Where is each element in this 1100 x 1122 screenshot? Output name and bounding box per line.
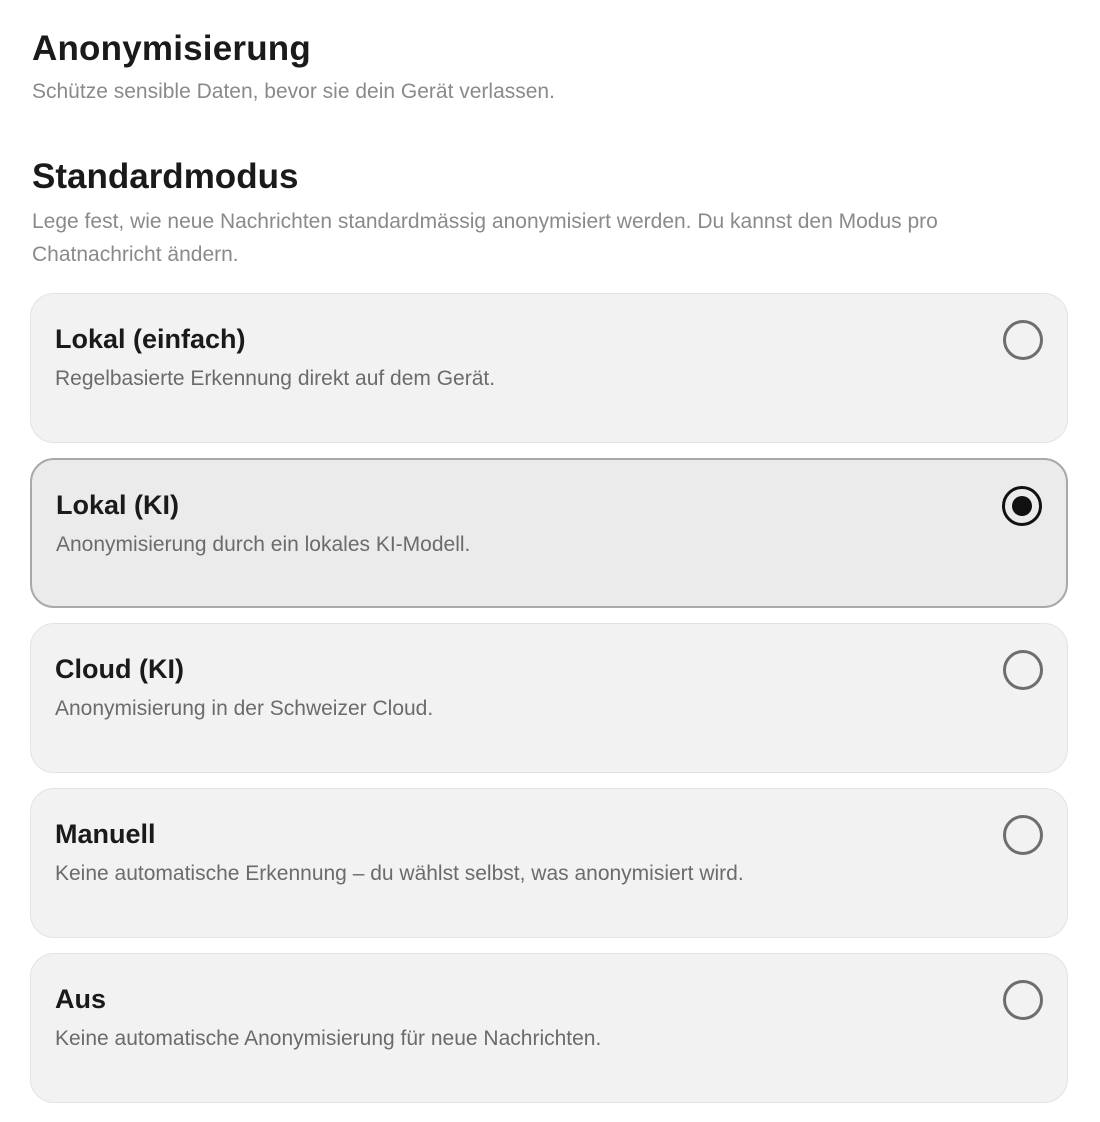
radio-button[interactable] [1003,815,1043,855]
radio-button[interactable] [1003,980,1043,1020]
radio-button[interactable] [1003,650,1043,690]
mode-option-local-ai[interactable] [30,458,1068,608]
option-description: Keine automatische Anonymisierung für neue Nachrichten. [55,1027,602,1050]
page-title: Anonymisierung [32,29,311,68]
radio-button[interactable] [1002,486,1042,526]
option-description: Anonymisierung durch ein lokales KI-Modell. [56,533,471,556]
section-description: Lege fest, wie neue Nachrichten standardmässig anonymisiert werden. Du kannst den Modus pro Chatnachricht ändern. [32,210,938,266]
section-title: Standardmodus [32,157,299,196]
page-subtitle: Schütze sensible Daten, bevor sie dein Gerät verlassen. [32,80,555,103]
option-label: Lokal (einfach) [55,324,246,354]
mode-option-manual[interactable] [30,788,1068,938]
option-label: Lokal (KI) [56,490,180,520]
option-description: Regelbasierte Erkennung direkt auf dem Gerät. [55,367,496,390]
option-label: Manuell [55,819,156,849]
mode-option-off[interactable] [30,953,1068,1103]
radio-button[interactable] [1003,320,1043,360]
mode-option-local-simple[interactable] [30,293,1068,443]
option-label: Cloud (KI) [55,654,184,684]
option-description: Anonymisierung in der Schweizer Cloud. [55,697,434,720]
option-label: Aus [55,984,107,1014]
option-description: Keine automatische Erkennung – du wählst selbst, was anonymisiert wird. [55,862,744,885]
mode-option-cloud-ai[interactable] [30,623,1068,773]
